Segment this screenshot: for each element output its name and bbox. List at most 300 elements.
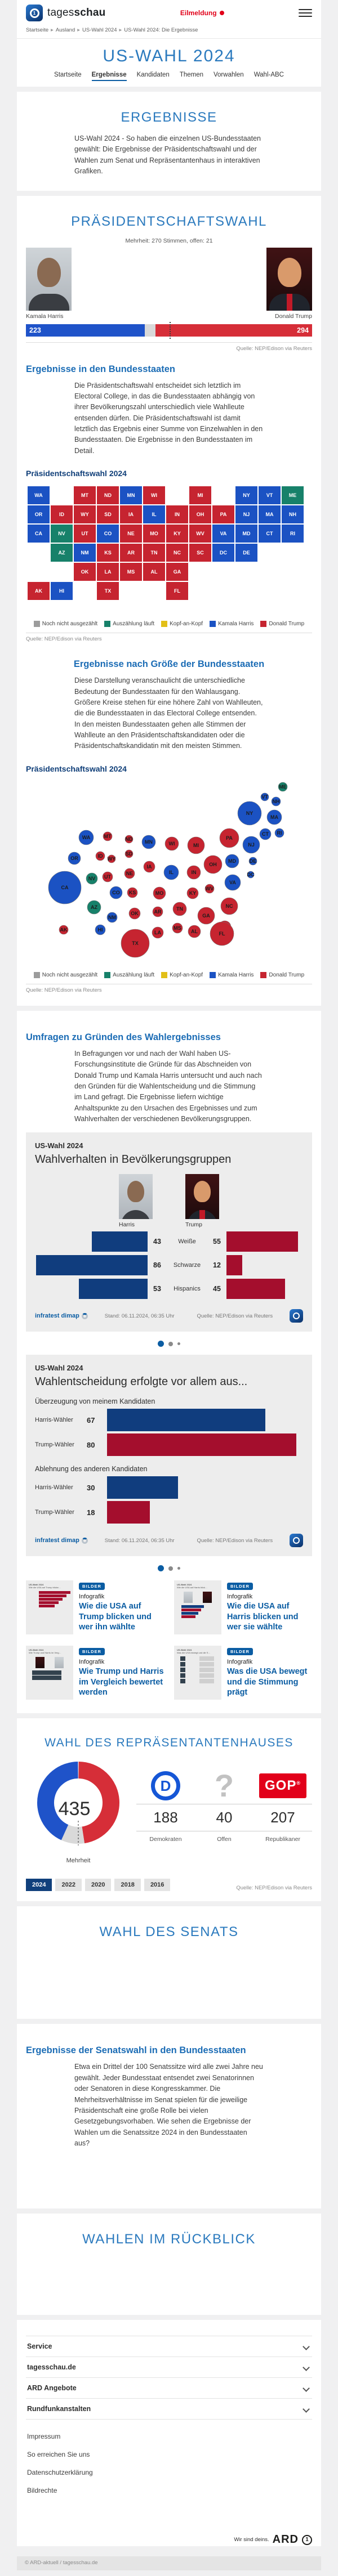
trump-value: 45 <box>213 1285 221 1293</box>
year-button-2022[interactable]: 2022 <box>55 1879 81 1891</box>
accordion-label: ARD Angebote <box>27 2384 77 2393</box>
state-bubble-label: TN <box>176 906 183 912</box>
ard-logo <box>26 2533 312 2546</box>
trump-bar <box>226 1231 298 1252</box>
legend-swatch <box>260 972 266 978</box>
teaser-card[interactable] <box>174 1580 312 1634</box>
state-tile-OH[interactable]: OH <box>189 505 212 524</box>
footer-accordion-row[interactable] <box>26 2377 312 2398</box>
teaser-text <box>227 1580 312 1634</box>
state-bubble-label: VT <box>261 794 268 800</box>
row-bar <box>107 1476 178 1499</box>
stand-note: Stand: 06.11.2024, 06:35 Uhr <box>104 1312 175 1319</box>
legend-item <box>161 972 203 978</box>
bar-group-title: Ablehnung des anderen Kandidaten <box>35 1465 148 1473</box>
harris-bar <box>92 1231 148 1252</box>
state-tile-NV[interactable]: NV <box>50 524 73 543</box>
teaser-text <box>227 1646 312 1700</box>
chevron-down-icon <box>303 2343 310 2350</box>
carousel-dot[interactable] <box>168 1566 173 1571</box>
harris-bar <box>36 1255 148 1275</box>
section-praesidentschaftswahl <box>17 196 321 1006</box>
state-tile-NM[interactable]: NM <box>73 543 96 562</box>
row-value: 18 <box>87 1508 95 1517</box>
state-tile-NJ[interactable]: NJ <box>235 505 258 524</box>
state-bubble-label: MO <box>155 890 164 896</box>
state-bubble-label: DC <box>247 871 255 877</box>
state-tile-SC[interactable]: SC <box>189 543 212 562</box>
breadcrumb-separator-icon: ▸ <box>119 27 122 33</box>
harris-bar <box>79 1279 148 1299</box>
legend-swatch <box>34 621 40 627</box>
teaser-kicker: Infografik <box>79 1593 105 1601</box>
breaking-news-link[interactable] <box>180 9 224 17</box>
section-senatswahl-text <box>17 2024 321 2208</box>
state-bubble-label: TX <box>132 940 139 946</box>
state-bubble-label: RI <box>277 830 282 836</box>
year-button-2018[interactable]: 2018 <box>114 1879 140 1891</box>
house-total: 435 <box>58 1798 91 1820</box>
bilder-badge: BILDER <box>79 1648 105 1655</box>
breadcrumb-item[interactable]: US-Wahl 2024 <box>82 27 117 33</box>
teaser-thumbnail: US-Wahl 2024 Was die USA bewegt und die S… <box>174 1646 221 1700</box>
tab-ergebnisse[interactable]: Ergebnisse <box>92 71 127 81</box>
state-bubble-label: WV <box>205 885 214 891</box>
bilder-badge: BILDER <box>227 1648 253 1655</box>
state-tile-OK[interactable]: OK <box>73 562 96 581</box>
donut-open[interactable] <box>65 1833 83 1835</box>
chevron-down-icon <box>303 2385 310 2392</box>
ev-segment <box>145 324 156 337</box>
teaser-kicker: Infografik <box>79 1659 105 1666</box>
democrats-logo-icon: D <box>151 1771 180 1800</box>
site-footer <box>17 2320 321 2546</box>
carousel-dot[interactable] <box>168 1342 173 1346</box>
ard-one-icon: 1 <box>302 2535 312 2545</box>
legend-swatch <box>161 621 167 627</box>
row-label: Trump-Wähler <box>35 1441 74 1449</box>
state-tile-NE[interactable]: NE <box>119 524 143 543</box>
legend-label: Auszählung läuft <box>113 971 155 978</box>
stat-label: Republikaner <box>265 1836 300 1843</box>
state-bubble-label: NY <box>246 810 254 816</box>
senate-title: WAHL DES SENATS <box>99 1924 239 1940</box>
row-bar <box>107 1409 265 1431</box>
size-heading: Ergebnisse nach Größe der Bundesstaaten <box>73 659 265 670</box>
state-tile-AR[interactable]: AR <box>119 543 143 562</box>
state-tile-AZ[interactable]: AZ <box>50 543 73 562</box>
tab-vorwahlen[interactable]: Vorwahlen <box>214 71 244 78</box>
stat-label: Offen <box>217 1836 232 1843</box>
state-tile-RI[interactable]: RI <box>281 524 304 543</box>
state-tile-GA[interactable]: GA <box>166 562 189 581</box>
state-tile-MA[interactable]: MA <box>258 505 281 524</box>
senate-states-text: Etwa ein Drittel der 100 Senatssitze wird alle zwei Jahre neu gewählt. Jeder Bundesstaat entsendet zwei Senatorinnen oder Senatoren in diese Kongresskammer. Die Mehrheitsverhältnisse im Senat spielen für die jeweilige Präsidentschaft eine große Rolle bei vielen Gesetzgebungsvorhaben. Wie sehen die Ergebnisse der Wahlen um die Senatssitze 2024 in den Bundesstaaten aus? <box>74 2063 263 2147</box>
state-tile-AK[interactable]: AK <box>27 581 50 601</box>
row-value: 30 <box>87 1483 95 1492</box>
state-tile-IL[interactable]: IL <box>143 505 166 524</box>
state-bubble-label: NJ <box>248 841 255 848</box>
harris-electoral-votes: 223 <box>29 326 41 334</box>
section-senat <box>17 1906 321 2019</box>
legend-item <box>104 972 154 978</box>
state-tile-KY[interactable]: KY <box>166 524 189 543</box>
bar-group-title: Überzeugung von meinem Kandidaten <box>35 1397 155 1406</box>
state-bubble-label: MI <box>193 842 199 848</box>
legend-item <box>260 972 304 978</box>
state-tile-MD[interactable]: MD <box>235 524 258 543</box>
carousel-dot[interactable] <box>177 1342 180 1345</box>
carousel-dots <box>26 1341 312 1347</box>
trump-name: Donald Trump <box>275 312 312 320</box>
state-tile-MT[interactable]: MT <box>73 486 96 505</box>
breaking-label: Eilmeldung <box>180 9 217 17</box>
ergebnisse-intro: US-Wahl 2024 - So haben die einzelnen US-Bundesstaaten gewählt: Die Ergebnisse der Präsidentschaftswahl und der Wahlen zum Senat und Repräsentantenhaus in interaktiven Grafiken. <box>74 135 261 176</box>
legend-item <box>34 621 97 627</box>
motivation-row <box>35 1409 303 1431</box>
state-tile-NY[interactable]: NY <box>235 486 258 505</box>
house-stat-offen <box>195 1768 254 1843</box>
state-bubble-label: ME <box>279 783 287 790</box>
house-donut-chart <box>26 1758 131 1864</box>
state-tile-UT[interactable]: UT <box>73 524 96 543</box>
state-bubble-label: NH <box>272 798 280 804</box>
state-bubble-label: IN <box>191 869 197 875</box>
teaser-thumbnail: US-Wahl 2024 Wie die USA auf Trump blicke… <box>26 1580 73 1634</box>
legend-label: Donald Trump <box>269 971 305 978</box>
year-button-2016[interactable]: 2016 <box>144 1879 170 1891</box>
legend-swatch <box>210 621 216 627</box>
teaser-title: Wie die USA auf Trump blicken und wer ihn wählte <box>79 1602 152 1632</box>
year-button-2024[interactable]: 2024 <box>26 1879 52 1891</box>
tab-themen[interactable]: Themen <box>179 71 203 78</box>
state-tile-NC[interactable]: NC <box>166 543 189 562</box>
majority-marker <box>170 322 171 339</box>
demographics-bar-rows <box>35 1231 303 1299</box>
infographic-title: Wahlentscheidung erfolgte vor allem aus... <box>35 1376 248 1388</box>
teaser-text <box>79 1580 164 1634</box>
state-bubble-label: IA <box>146 863 152 870</box>
state-bubble-label: ID <box>97 853 103 859</box>
state-bubble-label: CT <box>262 831 269 837</box>
ard-wordmark: ARD <box>272 2533 299 2546</box>
footer-accordion-row[interactable] <box>26 2357 312 2377</box>
senate-map-placeholder <box>26 2149 312 2199</box>
geo-map-title: Präsidentschaftswahl 2024 <box>26 469 127 478</box>
teaser-text <box>79 1646 164 1700</box>
state-bubble-label: WY <box>107 855 116 862</box>
state-bubble-label: NC <box>225 903 233 909</box>
footer-links <box>27 2427 312 2499</box>
infographic-demographics <box>26 1132 312 1332</box>
state-tile-SD[interactable]: SD <box>96 505 119 524</box>
footer-link[interactable]: Bildrechte <box>27 2487 57 2495</box>
senate-states-heading: Ergebnisse der Senatswahl in den Bundesstaaten <box>26 2045 246 2056</box>
state-bubble-label: NE <box>126 870 134 876</box>
row-bar <box>107 1433 296 1456</box>
teaser-card[interactable] <box>26 1646 164 1700</box>
state-tile-MO[interactable]: MO <box>143 524 166 543</box>
teaser-title: Was die USA bewegt und die Stimmung prägt <box>227 1667 308 1697</box>
state-tile-IA[interactable]: IA <box>119 505 143 524</box>
state-bubble-label: CO <box>112 889 120 895</box>
teaser-grid <box>26 1580 312 1700</box>
teaser-card[interactable] <box>174 1646 312 1700</box>
state-tile-WV[interactable]: WV <box>189 524 212 543</box>
footer-link[interactable]: Impressum <box>27 2432 61 2441</box>
state-bubble-label: OK <box>131 910 139 916</box>
majority-note: Mehrheit: 270 Stimmen, offen: 21 <box>125 237 213 244</box>
chevron-down-icon <box>303 2405 310 2413</box>
state-tile-VA[interactable]: VA <box>212 524 235 543</box>
stat-value: 188 <box>136 1804 195 1831</box>
state-tile-CO[interactable]: CO <box>96 524 119 543</box>
brand-wordmark: tagesschau <box>47 7 106 19</box>
year-button-2020[interactable]: 2020 <box>85 1879 111 1891</box>
teaser-title: Wie die USA auf Harris blicken und wer sie wählte <box>227 1602 299 1632</box>
category-label: Schwarze <box>173 1262 201 1269</box>
legend-label: Kamala Harris <box>218 971 254 978</box>
us-cartogram-bubble-map <box>26 776 312 961</box>
state-tile-AL[interactable]: AL <box>143 562 166 581</box>
motivation-row <box>35 1476 303 1499</box>
source-note: Quelle: NEP/Edison via Reuters <box>236 345 312 352</box>
accordion-label: tagesschau.de <box>27 2363 76 2372</box>
bubble-map-title: Präsidentschaftswahl 2024 <box>26 764 127 773</box>
state-tile-NH[interactable]: NH <box>281 505 304 524</box>
states-text: Die Präsidentschaftswahl entscheidet sich letztlich im Electoral College, in das die Bundesstaaten abhängig von ihrer Bevölkerungszahl unterschiedlich viele Wahlleute entsenden dürfen. Die Präsidentschaftswahl ist damit letztlich das Ergebnis einer Summe von Einzelwahlen in den Bundesstaaten. Die Ergebnisse in den Bundesstaaten im Detail. <box>74 381 263 455</box>
state-bubble-label: IL <box>169 869 174 875</box>
state-tile-CA[interactable]: CA <box>27 524 50 543</box>
president-title: PRÄSIDENTSCHAFTSWAHL <box>71 213 267 229</box>
ergebnisse-title: ERGEBNISSE <box>121 110 217 125</box>
trump-thumb-photo <box>185 1174 219 1219</box>
trump-bar <box>226 1255 242 1275</box>
state-tile-WY[interactable]: WY <box>73 505 96 524</box>
section-umfragen <box>17 1011 321 1714</box>
state-tile-TX[interactable]: TX <box>96 581 119 601</box>
state-bubble-label: MS <box>174 925 181 931</box>
state-tile-KS[interactable]: KS <box>96 543 119 562</box>
infographic-kicker: US-Wahl 2024 <box>35 1364 83 1373</box>
state-bubble-label: FL <box>219 930 225 937</box>
teaser-thumbnail: US-Wahl 2024 Wie Trump und Harris im Verg… <box>26 1646 73 1700</box>
demographics-row <box>35 1279 303 1299</box>
breadcrumb <box>17 25 321 39</box>
state-tile-WA[interactable]: WA <box>27 486 50 505</box>
row-label: Harris-Wähler <box>35 1484 73 1491</box>
bilder-badge: BILDER <box>79 1583 105 1590</box>
state-bubble-label: WA <box>82 834 91 840</box>
state-bubble-label: NM <box>108 914 116 920</box>
section-repraesentantenhaus <box>17 1718 321 1901</box>
state-tile-CT[interactable]: CT <box>258 524 281 543</box>
infographic-motivation <box>26 1355 312 1556</box>
demographics-row <box>35 1231 303 1252</box>
stand-note: Stand: 06.11.2024, 06:35 Uhr <box>104 1537 175 1544</box>
stat-value: 207 <box>254 1804 312 1831</box>
teaser-card[interactable] <box>26 1580 164 1634</box>
map-legend <box>26 621 312 627</box>
motivation-row <box>35 1433 303 1456</box>
legend-swatch <box>104 972 110 978</box>
infographic-kicker: US-Wahl 2024 <box>35 1141 83 1150</box>
state-bubble-label: MD <box>228 858 236 864</box>
tagesschau-logo[interactable] <box>26 5 105 21</box>
state-tile-HI[interactable]: HI <box>50 581 73 601</box>
site-header <box>17 0 321 87</box>
legend-swatch <box>161 972 167 978</box>
carousel-dot[interactable] <box>158 1341 164 1347</box>
umfragen-text: In Befragungen vor und nach der Wahl haben US-Forschungsinstitute die Gründe für das Abschneiden von Donald Trump und Kamala Harris untersucht und auch nach den Gründen für die Wahlentscheidung und die Stimmung im Land gefragt. Die Ergebnisse liefern wichtige Anhaltspunkte zu den Ursachen des Ergebnisses und zum Wahlverhalten der verschiedenen Bevölkerungsgruppen. <box>74 1049 262 1123</box>
breadcrumb-separator-icon: ▸ <box>51 27 54 33</box>
state-tile-MI[interactable]: MI <box>189 486 212 505</box>
harris-column-label: Harris <box>119 1221 135 1229</box>
page-title: US-WAHL 2024 <box>103 47 235 65</box>
breadcrumb-separator-icon: ▸ <box>77 27 81 33</box>
carousel-dot[interactable] <box>158 1565 164 1571</box>
footer-link[interactable]: Datenschutzerklärung <box>27 2469 93 2477</box>
accordion-label: Service <box>27 2342 52 2351</box>
row-value: 67 <box>87 1415 95 1424</box>
rueckblick-title: WAHLEN IM RÜCKBLICK <box>82 2232 256 2247</box>
legend-item <box>104 621 154 627</box>
source-note: Quelle: NEP/Edison via Reuters <box>236 1885 312 1892</box>
harris-value: 53 <box>153 1285 161 1293</box>
breadcrumb-item[interactable]: Startseite <box>26 27 49 33</box>
state-tile-IN[interactable]: IN <box>166 505 189 524</box>
state-bubble-label: ND <box>125 836 133 842</box>
state-tile-WI[interactable]: WI <box>143 486 166 505</box>
state-bubble-label: OR <box>70 855 78 861</box>
teaser-title: Wie Trump und Harris im Vergleich bewertet werden <box>79 1667 164 1697</box>
state-bubble-label: OH <box>209 861 217 867</box>
tagesschau-app-icon: 1 <box>26 5 43 21</box>
state-bubble-label: CA <box>61 884 69 890</box>
state-bubble-label: HI <box>97 926 103 933</box>
row-value: 80 <box>87 1440 95 1449</box>
carousel-dot[interactable] <box>177 1567 180 1570</box>
source-note: Quelle: NEP/Edison via Reuters <box>26 987 102 993</box>
house-title: WAHL DES REPRÄSENTANTENHAUSES <box>45 1736 293 1750</box>
state-bubble-label: DE <box>249 858 257 864</box>
category-label: Weiße <box>178 1238 196 1246</box>
trump-electoral-votes: 294 <box>297 326 309 334</box>
source-note: Quelle: NEP/Edison via Reuters <box>26 636 102 643</box>
size-text: Diese Darstellung veranschaulicht die unterschiedliche Bedeutung der Bundesstaaten für den Wahlausgang. Größere Kreise stehen für eine höhere Zahl von Wahlleuten, die die Bundesstaaten in das Electoral College entsenden. In den meisten Bundesstaaten gehen alle Stimmen der Wahlleute an den Präsidentschaftskandidaten oder die Präsidentschaftskandidatin mit den meisten Stimmen. <box>74 677 263 750</box>
electoral-vote-bar <box>26 324 312 337</box>
legend-item <box>210 972 254 978</box>
source-note: Quelle: NEP/Edison via Reuters <box>197 1312 273 1319</box>
section-rueckblick <box>17 2214 321 2315</box>
motivation-bar-groups <box>35 1397 303 1524</box>
copyright-bar: © ARD-aktuell / tagesschau.de <box>17 2556 321 2570</box>
umfragen-heading: Umfragen zu Gründen des Wahlergebnisses <box>26 1032 221 1042</box>
breadcrumb-item[interactable]: Ausland <box>55 27 75 33</box>
tab-kandidaten[interactable]: Kandidaten <box>136 71 170 78</box>
footer-link[interactable]: So erreichen Sie uns <box>27 2450 90 2459</box>
state-bubble-label: AR <box>154 908 162 915</box>
harris-thumb-photo <box>119 1174 153 1219</box>
bilder-badge: BILDER <box>227 1583 253 1590</box>
state-tile-ME[interactable]: ME <box>281 486 304 505</box>
state-tile-TN[interactable]: TN <box>143 543 166 562</box>
state-bubble-label: AK <box>60 926 68 933</box>
state-tile-FL[interactable]: FL <box>166 581 189 601</box>
state-tile-OR[interactable]: OR <box>27 505 50 524</box>
legend-item <box>210 621 254 627</box>
gop-logo-icon: GOP® <box>259 1773 306 1798</box>
state-tile-DC[interactable]: DC <box>212 543 235 562</box>
trump-photo <box>266 248 312 311</box>
menu-icon[interactable] <box>299 7 312 19</box>
legend-item <box>260 621 304 627</box>
states-heading: Ergebnisse in den Bundesstaaten <box>26 364 175 374</box>
infographic-title: Wahlverhalten in Bevölkerungsgruppen <box>35 1153 232 1166</box>
state-tile-LA[interactable]: LA <box>96 562 119 581</box>
state-tile-MS[interactable]: MS <box>119 562 143 581</box>
demographics-row <box>35 1255 303 1275</box>
open-question-icon: ? <box>214 1768 234 1804</box>
state-bubble-label: GA <box>202 912 210 919</box>
trump-bar <box>226 1279 285 1299</box>
infratest-dimap-logo: infratest dimap <box>35 1312 88 1319</box>
house-stat-republikaner <box>254 1768 312 1843</box>
rueckblick-placeholder <box>26 2255 312 2306</box>
stat-label: Demokraten <box>149 1836 182 1843</box>
state-tile-MN[interactable]: MN <box>119 486 143 505</box>
row-label: Trump-Wähler <box>35 1509 74 1516</box>
category-label: Hispanics <box>174 1285 201 1293</box>
footer-accordion-row[interactable] <box>26 2336 312 2357</box>
legend-label: Kopf-an-Kopf <box>170 621 203 628</box>
section-tabs <box>17 71 321 87</box>
tagesschau-mini-icon <box>290 1534 303 1547</box>
legend-label: Noch nicht ausgezählt <box>42 621 98 628</box>
map-legend <box>26 972 312 978</box>
teaser-thumbnail: US-Wahl 2024 Wie die USA auf Harris blick… <box>174 1580 221 1634</box>
footer-accordion-row[interactable] <box>26 2398 312 2420</box>
breadcrumb-item[interactable]: US-Wahl 2024: Die Ergebnisse <box>124 27 198 33</box>
legend-swatch <box>210 972 216 978</box>
senate-chart-placeholder <box>26 1948 312 2010</box>
legend-item <box>34 972 97 978</box>
harris-name: Kamala Harris <box>26 312 64 320</box>
us-states-map <box>26 483 312 613</box>
ev-segment <box>155 324 312 337</box>
legend-item <box>161 621 203 627</box>
state-tile-PA[interactable]: PA <box>212 505 235 524</box>
legend-label: Donald Trump <box>269 621 305 628</box>
state-bubble-label: MT <box>104 833 112 839</box>
state-bubble-label: UT <box>104 873 111 880</box>
state-tile-VT[interactable]: VT <box>258 486 281 505</box>
ard-claim: Wir sind deins. <box>234 2537 269 2543</box>
carousel-dots <box>26 1565 312 1571</box>
state-bubble-label: MA <box>270 814 278 820</box>
state-tile-ND[interactable]: ND <box>96 486 119 505</box>
breaking-dot-icon <box>220 11 224 15</box>
state-bubble-label: AZ <box>91 904 97 910</box>
state-tile-DE[interactable]: DE <box>235 543 258 562</box>
tab-wahl-abc[interactable]: Wahl-ABC <box>254 71 284 78</box>
tab-startseite[interactable]: Startseite <box>54 71 82 78</box>
row-bar <box>107 1501 150 1524</box>
house-stat-demokraten <box>136 1768 195 1843</box>
state-tile-ID[interactable]: ID <box>50 505 73 524</box>
harris-photo <box>26 248 72 311</box>
house-stats <box>136 1758 312 1843</box>
